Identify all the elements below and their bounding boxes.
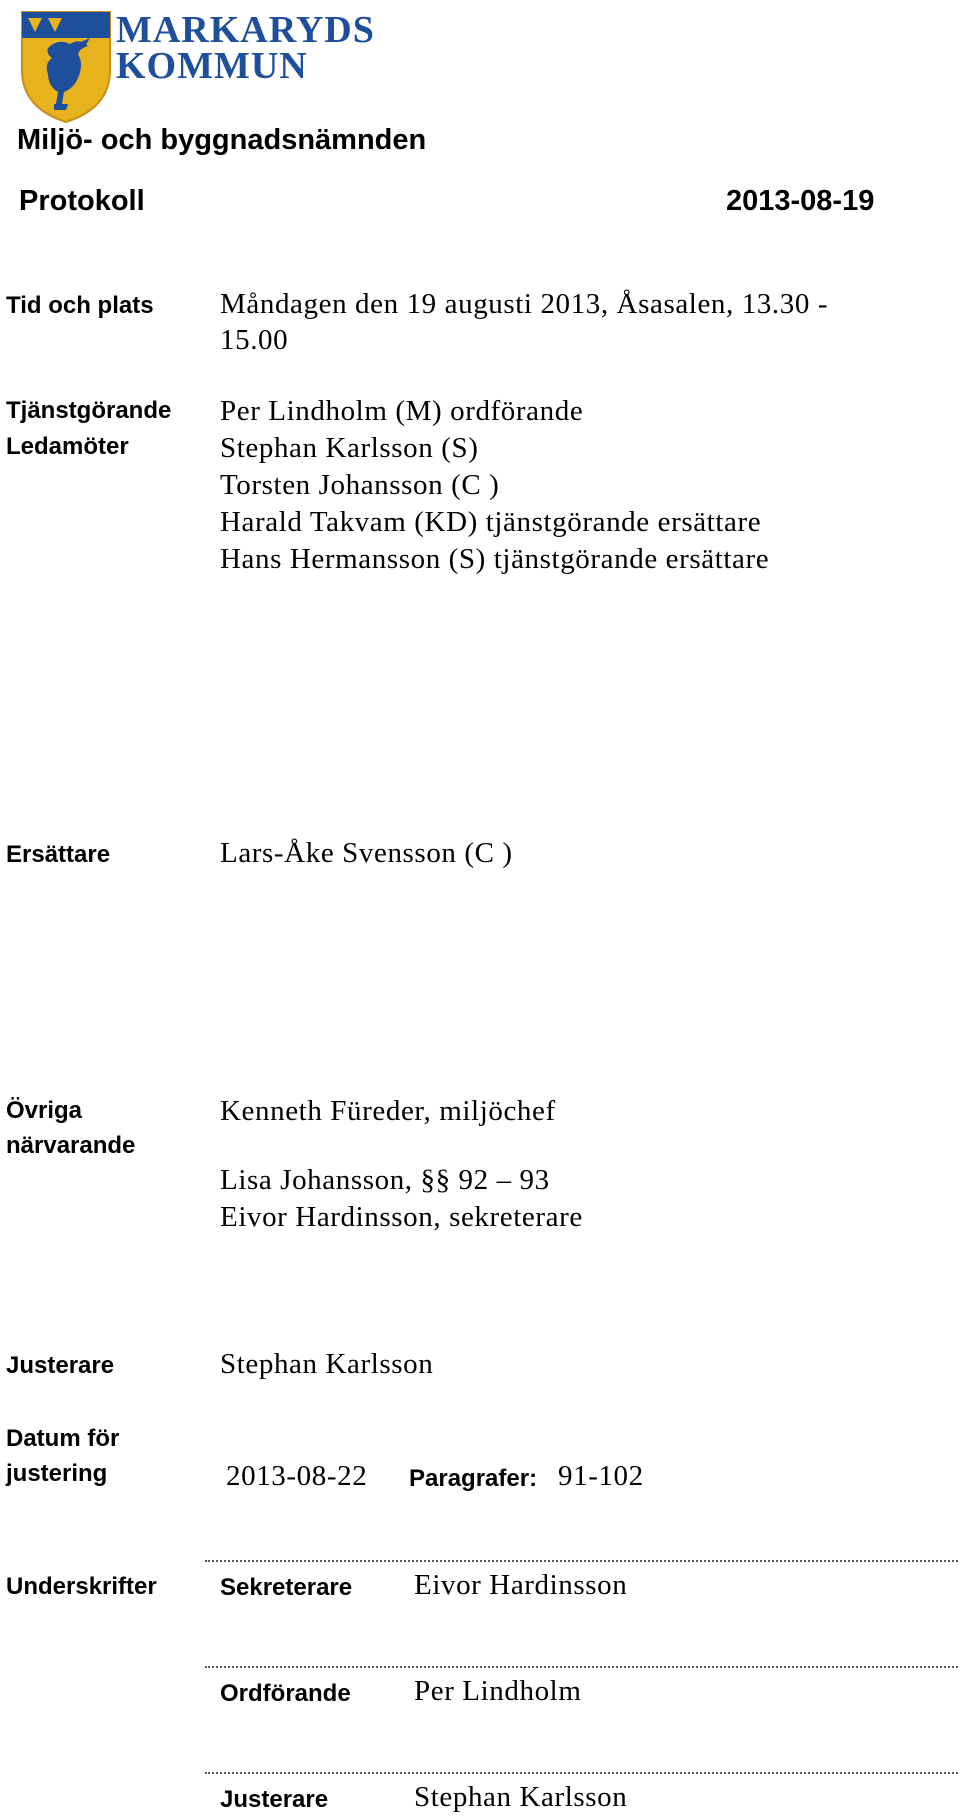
logo-line1: MARKARYDS bbox=[116, 9, 375, 51]
signature-role-2: Ordförande bbox=[220, 1680, 351, 1707]
label-signatures: Underskrifter bbox=[6, 1573, 157, 1600]
member-5: Hans Hermansson (S) tjänstgörande ersättare bbox=[220, 543, 770, 575]
signature-name-2: Per Lindholm bbox=[414, 1675, 582, 1707]
signature-line-2 bbox=[205, 1666, 958, 1668]
signature-role-1: Sekreterare bbox=[220, 1574, 353, 1601]
label-paragraphs: Paragrafer: bbox=[409, 1465, 538, 1492]
member-3: Torsten Johansson (C ) bbox=[220, 469, 500, 501]
signature-line-3 bbox=[205, 1772, 958, 1774]
doc-date: 2013-08-19 bbox=[726, 185, 875, 217]
label-others-2: närvarande bbox=[6, 1132, 136, 1159]
member-1: Per Lindholm (M) ordförande bbox=[220, 395, 584, 427]
label-substitutes: Ersättare bbox=[6, 841, 111, 868]
label-time-place: Tid och plats bbox=[6, 292, 154, 319]
label-adjust-date-1: Datum för bbox=[6, 1425, 120, 1452]
paragraphs-value: 91-102 bbox=[558, 1460, 644, 1492]
adjust-date: 2013-08-22 bbox=[226, 1460, 368, 1492]
doc-type: Protokoll bbox=[19, 185, 145, 217]
logo bbox=[18, 8, 408, 128]
adjuster-name: Stephan Karlsson bbox=[220, 1348, 434, 1380]
time-place-line2: 15.00 bbox=[220, 324, 289, 356]
other-2: Lisa Johansson, §§ 92 – 93 bbox=[220, 1164, 550, 1196]
logo-line2: KOMMUN bbox=[116, 45, 308, 87]
other-1: Kenneth Füreder, miljöchef bbox=[220, 1095, 556, 1127]
other-3: Eivor Hardinsson, sekreterare bbox=[220, 1201, 583, 1233]
member-2: Stephan Karlsson (S) bbox=[220, 432, 479, 464]
label-others-1: Övriga bbox=[6, 1097, 83, 1124]
label-adjuster: Justerare bbox=[6, 1352, 115, 1379]
label-members-1: Tjänstgörande bbox=[6, 397, 172, 424]
signature-name-1: Eivor Hardinsson bbox=[414, 1569, 628, 1601]
label-adjust-date-2: justering bbox=[6, 1460, 108, 1487]
time-place-line1: Måndagen den 19 augusti 2013, Åsasalen, 13.30 - bbox=[220, 288, 829, 320]
committee-title: Miljö- och byggnadsnämnden bbox=[17, 124, 427, 156]
signature-name-3: Stephan Karlsson bbox=[414, 1781, 628, 1813]
coat-of-arms-icon bbox=[18, 8, 114, 126]
label-members-2: Ledamöter bbox=[6, 433, 129, 460]
substitute-name: Lars-Åke Svensson (C ) bbox=[220, 837, 513, 869]
member-4: Harald Takvam (KD) tjänstgörande ersättare bbox=[220, 506, 762, 538]
signature-line-1 bbox=[205, 1560, 958, 1562]
signature-role-3: Justerare bbox=[220, 1786, 329, 1813]
